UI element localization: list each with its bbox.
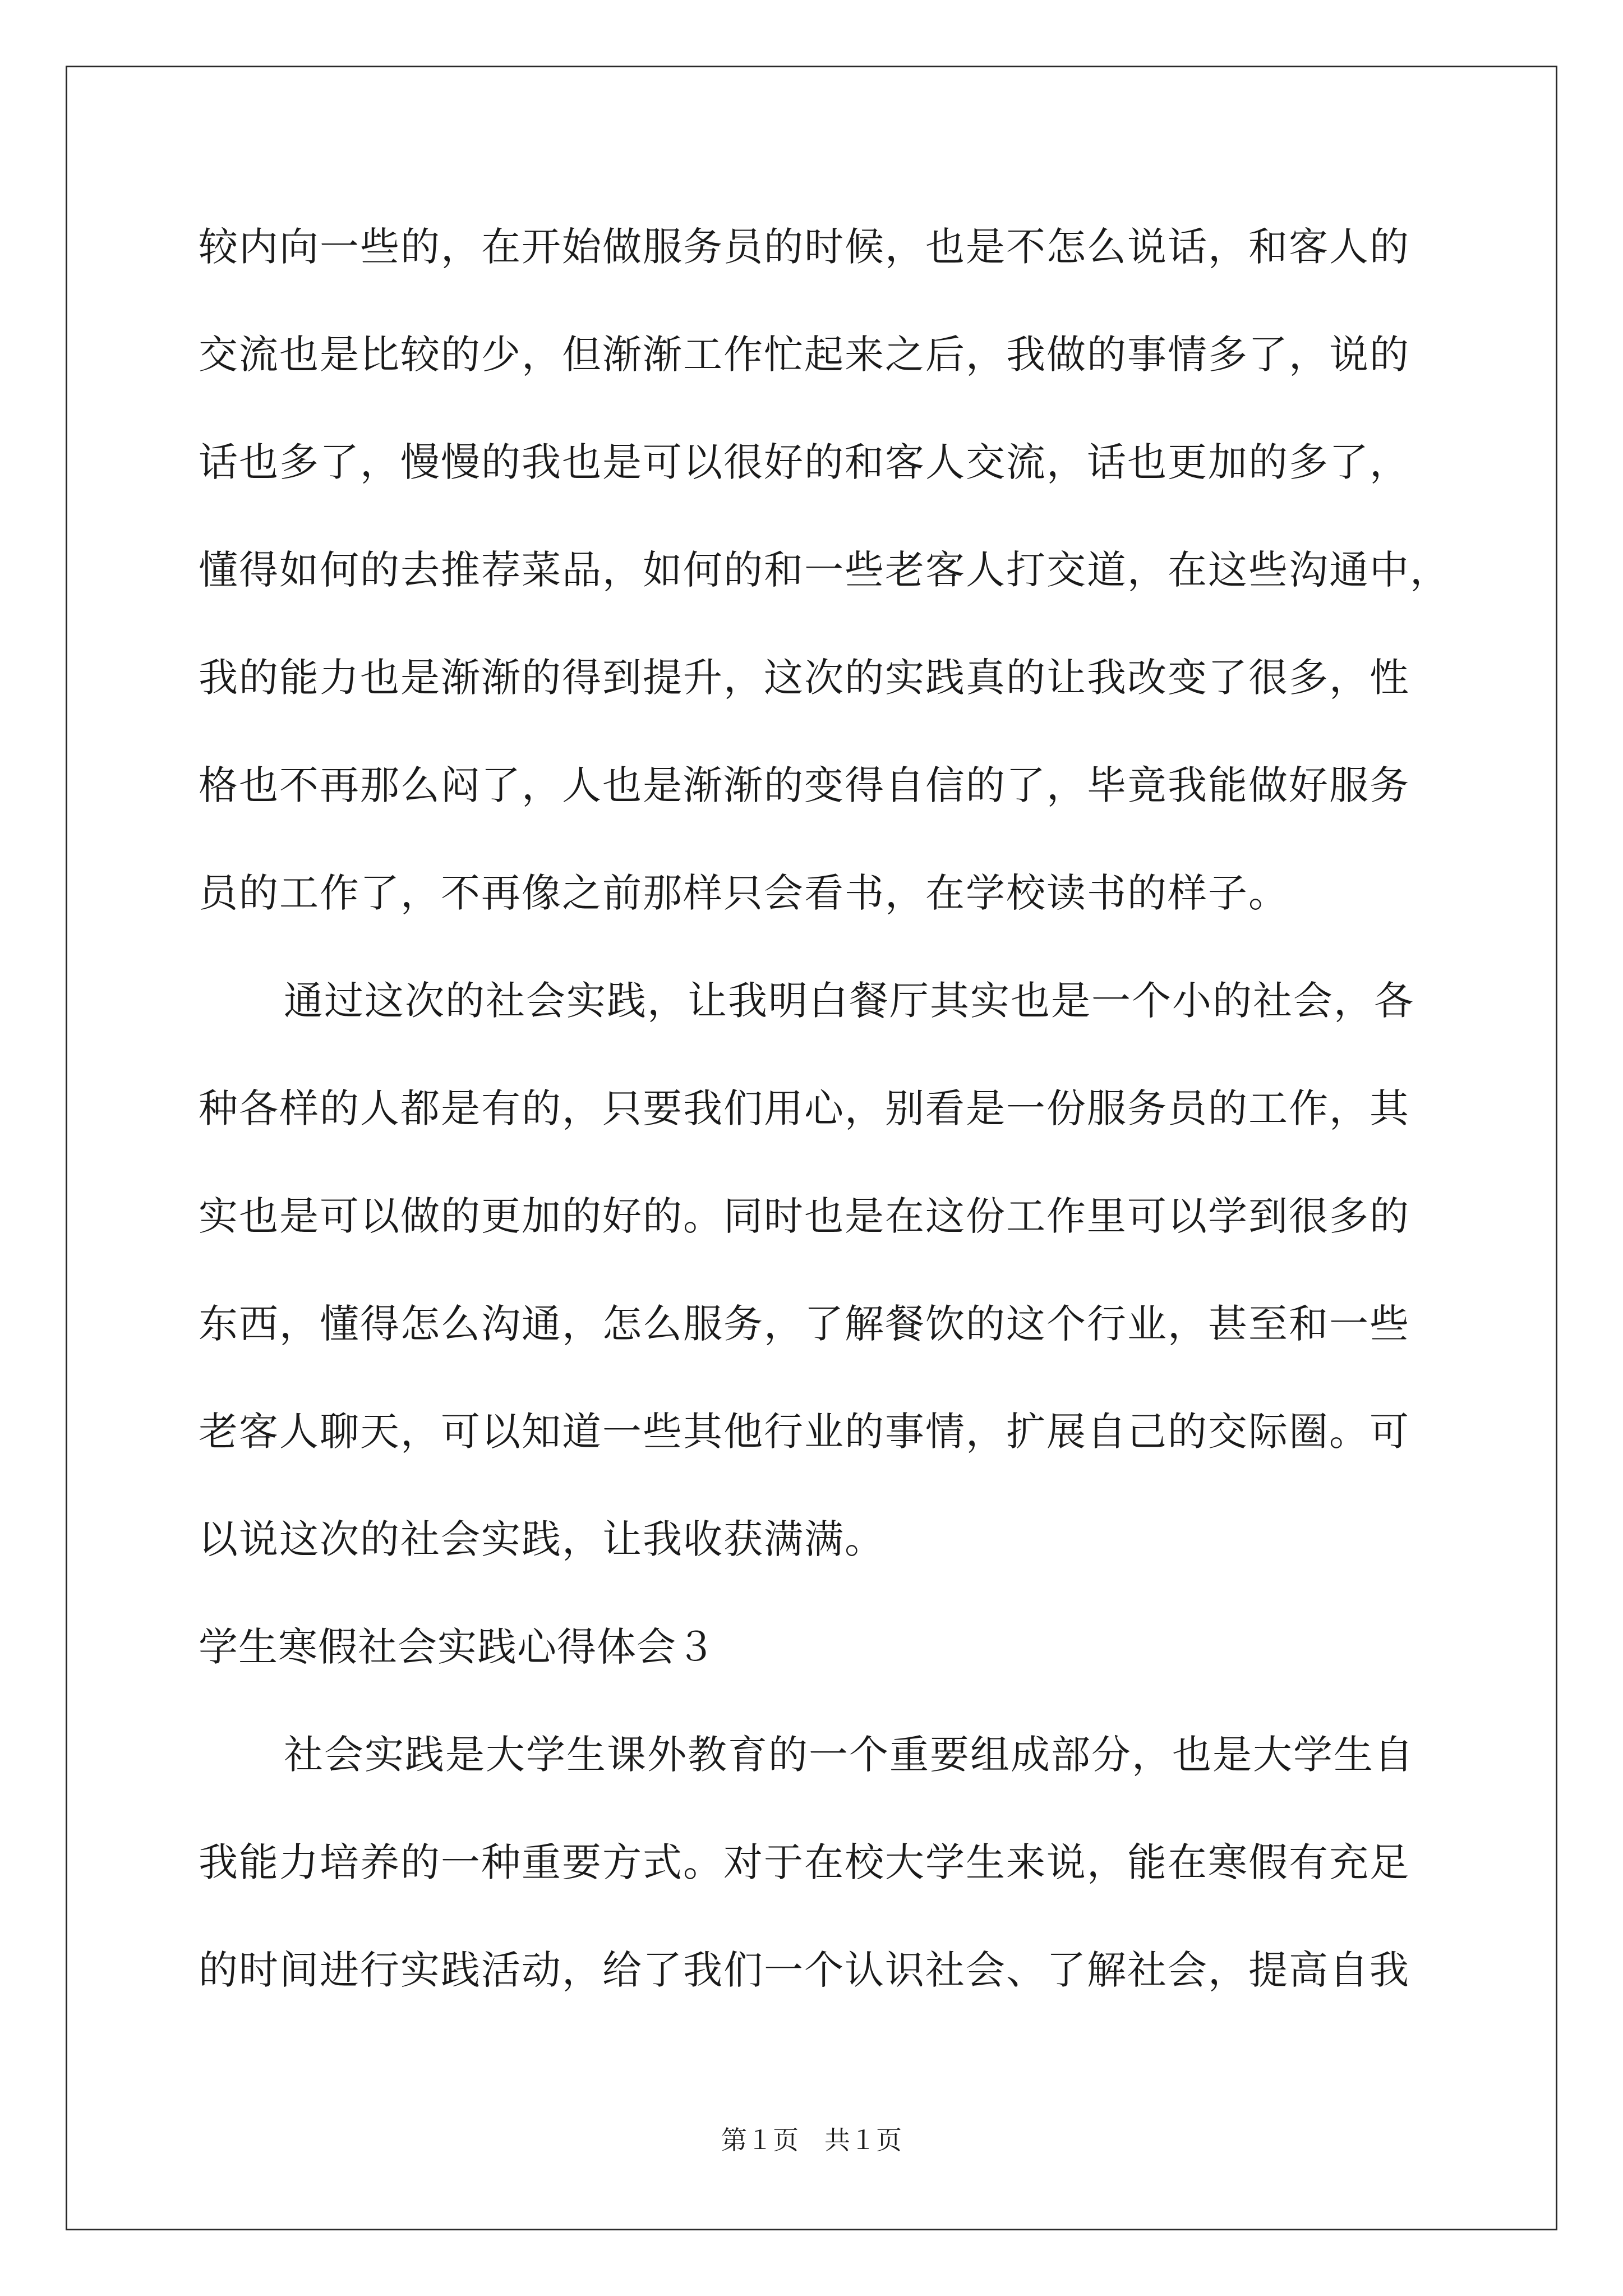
page-number-footer: 第１页 共１页 [721, 2125, 902, 2155]
text-line: 的时间进行实践活动，给了我们一个认识社会、了解社会，提高自我 [199, 1947, 1410, 1993]
text-line: 较内向一些的，在开始做服务员的时候，也是不怎么说话，和客人的 [199, 224, 1410, 270]
text-line: 东西，懂得怎么沟通，怎么服务，了解餐饮的这个行业，甚至和一些 [199, 1301, 1410, 1347]
text-line: 以说这次的社会实践，让我收获满满。 [199, 1516, 885, 1562]
text-line: 种各样的人都是有的，只要我们用心，别看是一份服务员的工作，其 [199, 1085, 1410, 1131]
text-line: 员的工作了，不再像之前那样只会看书，在学校读书的样子。 [199, 870, 1289, 916]
text-line: 懂得如何的去推荐菜品，如何的和一些老客人打交道，在这些沟通中， [199, 547, 1450, 593]
paragraph-start-line: 社会实践是大学生课外教育的一个重要组成部分，也是大学生自 [284, 1732, 1414, 1778]
paragraph-start-line: 通过这次的社会实践，让我明白餐厅其实也是一个小的社会，各 [284, 978, 1414, 1024]
text-line: 话也多了，慢慢的我也是可以很好的和客人交流，话也更加的多了， [199, 439, 1410, 485]
text-line: 实也是可以做的更加的好的。同时也是在这份工作里可以学到很多的 [199, 1193, 1410, 1239]
document-body [199, 213, 1450, 2044]
text-line: 老客人聊天，可以知道一些其他行业的事情，扩展自己的交际圈。可 [199, 1409, 1410, 1455]
text-line: 交流也是比较的少，但渐渐工作忙起来之后，我做的事情多了，说的 [199, 332, 1410, 378]
text-line: 我能力培养的一种重要方式。对于在校大学生来说，能在寒假有充足 [199, 1839, 1410, 1885]
text-line: 我的能力也是渐渐的得到提升，这次的实践真的让我改变了很多，性 [199, 655, 1410, 701]
text-line: 格也不再那么闷了，人也是渐渐的变得自信的了，毕竟我能做好服务 [199, 762, 1410, 808]
section-heading: 学生寒假社会实践心得体会３ [199, 1624, 716, 1670]
